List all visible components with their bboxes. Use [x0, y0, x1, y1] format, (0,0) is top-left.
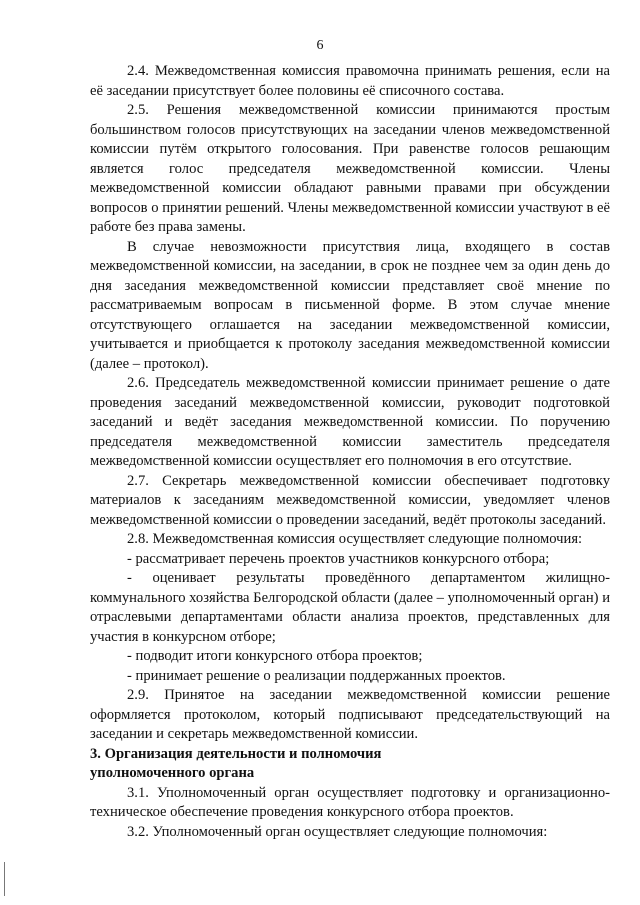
section-heading-line-1: 3. Организация деятельности и полномочия — [90, 745, 382, 762]
paragraph-3-1: 3.1. Уполномоченный орган осуществляет подготовку и организационно-техническое обеспечение проведения конкурсного отбора проектов. — [90, 784, 610, 820]
document-body — [90, 62, 610, 842]
paragraph-2-7: 2.7. Секретарь межведомственной комиссии обеспечивает подготовку материалов к заседаниям межведомственной комиссии, уведомляет членов межведомственной комиссии о проведении заседаний, ведёт протоколы заседаний. — [90, 472, 610, 528]
list-item: - оценивает результаты проведённого департаментом жилищно-коммунального хозяйства Белгородской области (далее – уполномоченный орган) и отраслевыми департаментами области анализа проектов, представленных для участия в конкурсном отборе; — [90, 570, 610, 645]
paragraph-2-9: 2.9. Принятое на заседании межведомственной комиссии решение оформляется протоколом, который подписывают председательствующий на заседании и секретарь межведомственной комиссии. — [90, 687, 610, 742]
paragraph-2-4: 2.4. Межведомственная комиссия правомочна принимать решения, если на её заседании присутствует более половины её списочного состава. — [90, 63, 610, 99]
list-item: - подводит итоги конкурсного отбора проектов; — [127, 648, 423, 664]
paragraph-2-5: 2.5. Решения межведомственной комиссии принимаются простым большинством голосов присутствующих на заседании членов межведомственной комиссии путём открытого голосования. При равенстве голосов решающим является голос председателя межведомственной комиссии. Члены межведомственной комиссии обладают равными правами при обсуждении вопросов о принятии решений. Члены межведомственной комиссии участвуют в её работе без права замены. — [90, 102, 610, 235]
paragraph-3-2: 3.2. Уполномоченный орган осуществляет следующие полномочия: — [127, 823, 548, 840]
section-heading — [90, 745, 610, 784]
page-number: 6 — [316, 38, 324, 53]
list-item: - принимает решение о реализации поддержанных проектов. — [127, 667, 506, 684]
scan-edge-mark — [4, 862, 5, 896]
list-item: - рассматривает перечень проектов участников конкурсного отбора; — [127, 550, 550, 567]
section-heading-line-2: уполномоченного органа — [90, 765, 255, 781]
paragraph-2-8: 2.8. Межведомственная комиссия осуществляет следующие полномочия: — [127, 531, 583, 547]
paragraph-absence: В случае невозможности присутствия лица, входящего в состав межведомственной комиссии, на заседании, в срок не позднее чем за один день до дня заседания межведомственной комиссии представляет своё мнение по рассматриваемым вопросам в письменной форме. В этом случае мнение отсутствующего оглашается на заседании межведомственной комиссии, учитывается и приобщается к протоколу заседания межведомственной комиссии (далее – протокол). — [90, 238, 610, 372]
paragraph-2-6: 2.6. Председатель межведомственной комиссии принимает решение о дате проведения заседаний межведомственной комиссии, руководит подготовкой заседаний и ведёт заседания межведомственной комиссии. По поручению председателя межведомственной комиссии заместитель председателя межведомственной комиссии осуществляет его полномочия в его отсутствие. — [90, 375, 610, 469]
